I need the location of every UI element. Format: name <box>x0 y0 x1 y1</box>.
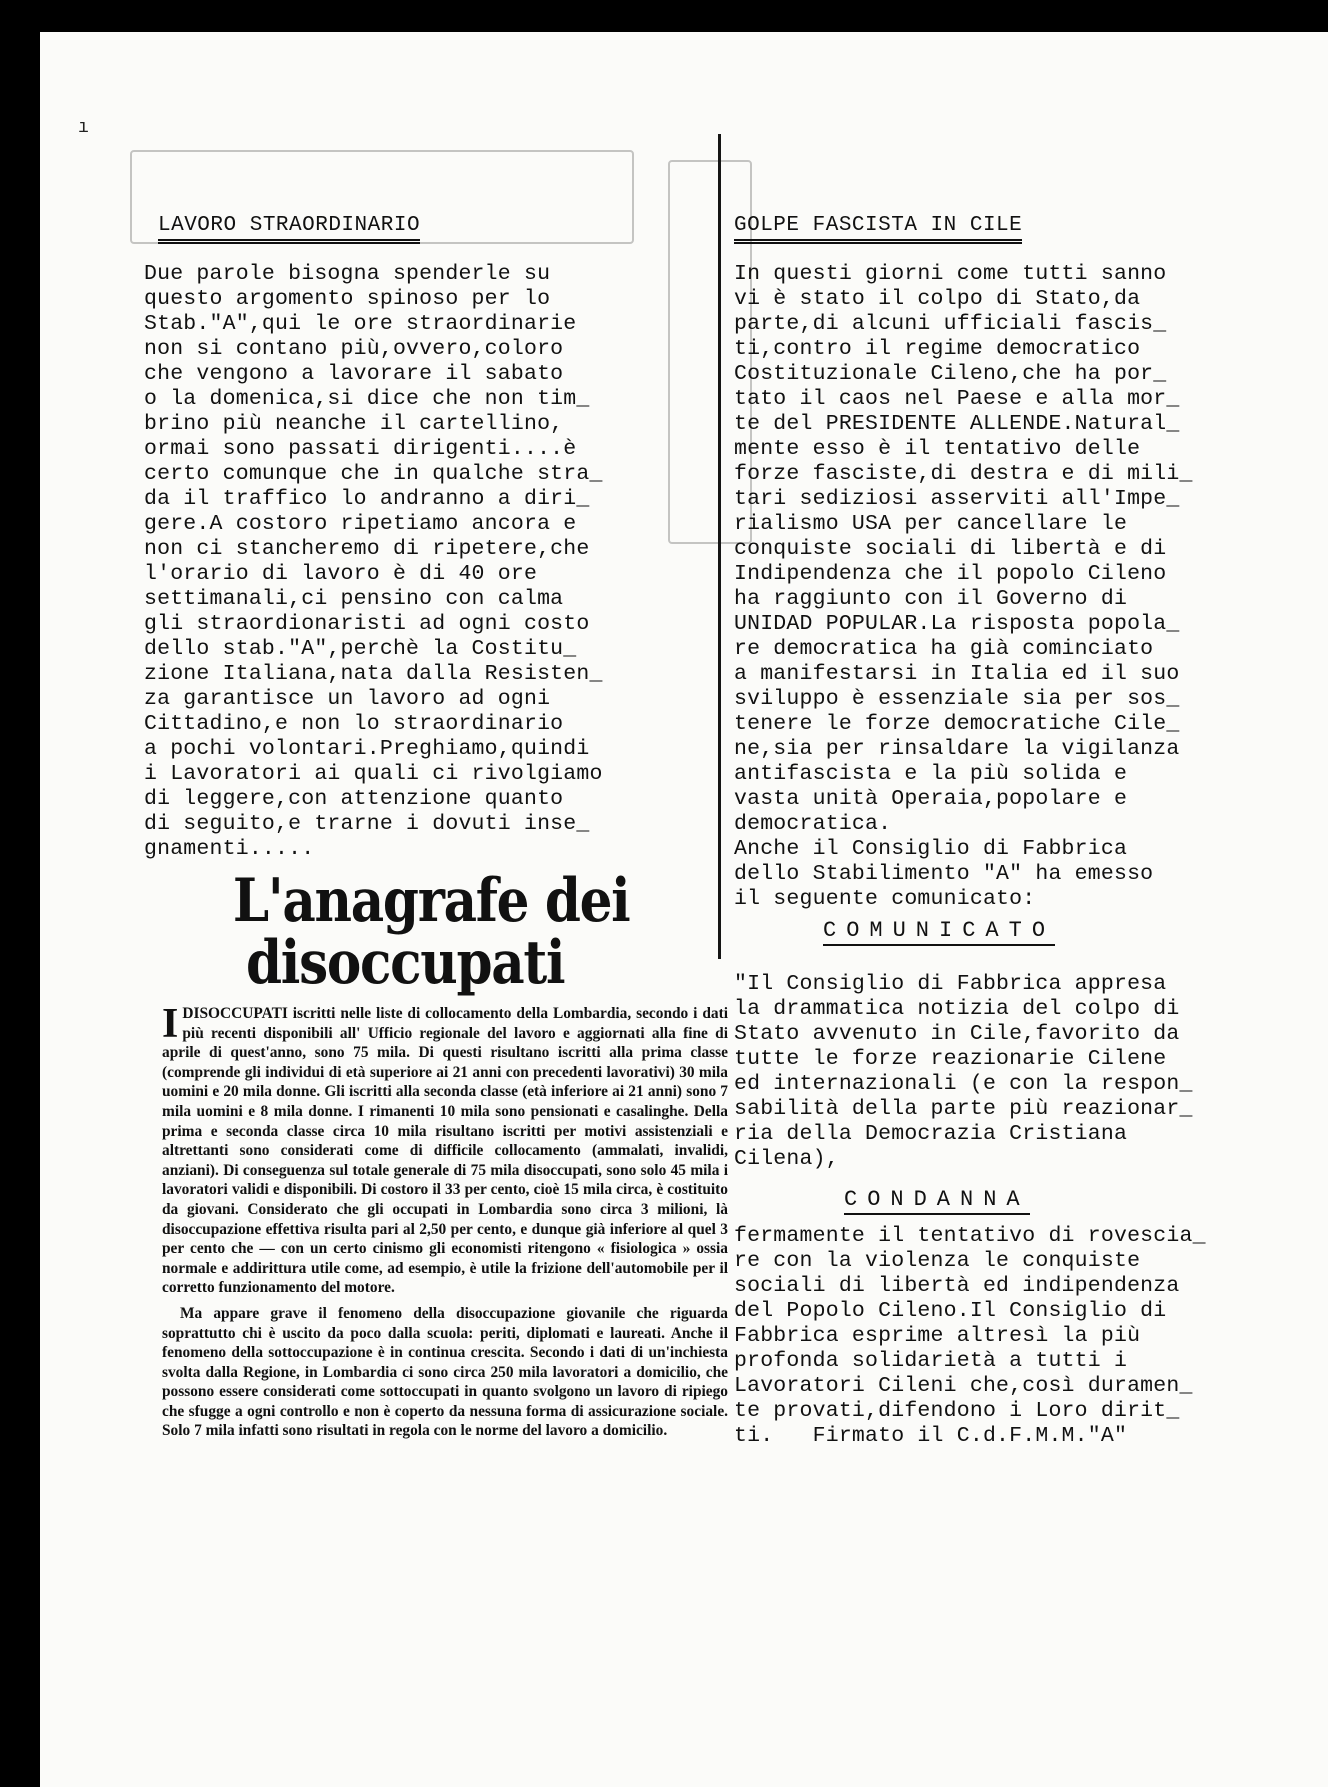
left-text-line: brino più neanche il cartellino, <box>144 412 564 436</box>
clipping-title-line1: L'anagrafe dei <box>232 866 630 936</box>
left-text-line: gnamenti..... <box>144 837 315 861</box>
right-text-line: conquiste sociali di libertà e di <box>734 537 1167 561</box>
left-text-line: di leggere,con attenzione quanto <box>144 787 564 811</box>
left-heading: LAVORO STRAORDINARIO <box>158 214 420 244</box>
column-divider <box>718 134 721 959</box>
right-text-line: ha raggiunto con il Governo di <box>734 587 1128 611</box>
statement-text-line: "Il Consiglio di Fabbrica appresa <box>734 972 1167 996</box>
condanna-text-line: del Popolo Cileno.Il Consiglio di <box>734 1299 1167 1323</box>
right-text-line: a manifestarsi in Italia ed il suo <box>734 662 1180 686</box>
right-text-line: mente esso è il tentativo delle <box>734 437 1141 461</box>
margin-mark: ı <box>78 118 89 138</box>
statement-text-line: Cilena), <box>734 1147 839 1171</box>
right-text-line: forze fasciste,di destra e di mili_ <box>734 462 1193 486</box>
left-text-line: non si contano più,ovvero,coloro <box>144 337 564 361</box>
right-text-line: In questi giorni come tutti sanno <box>734 262 1167 286</box>
condanna-text-line: fermamente il tentativo di rovescia_ <box>734 1224 1206 1248</box>
left-text-line: dello stab."A",perchè la Costitu_ <box>144 637 577 661</box>
right-text-line: re democratica ha già cominciato <box>734 637 1154 661</box>
left-text-line: certo comunque che in qualche stra_ <box>144 462 603 486</box>
statement-text-line: Stato avvenuto in Cile,favorito da <box>734 1022 1180 1046</box>
left-text-line: Due parole bisogna spenderle su <box>144 262 551 286</box>
right-text-line: vi è stato il colpo di Stato,da <box>734 287 1141 311</box>
right-text-line: Costituzionale Cileno,che ha por_ <box>734 362 1167 386</box>
right-heading: GOLPE FASCISTA IN CILE <box>734 214 1022 244</box>
clipping-paragraph-2: Ma appare grave il fenomeno della disoccupazione giovanile che riguarda soprattutto chi è uscito da poco dalla scuola: periti, diplomati e laureati. Anche il fenomeno della sottoccupazione è in continua crescita. Secondo i dati di un'inchiesta svolta dalla Regione, in Lombardia ci sono circa 250 mila lavoratori a domicilio, che possono essere considerati come sottoccupati in quanto svolgono un lavoro di ripiego che sfugge a ogni controllo e non è coperto da nessuna forma di assicurazione sociale. Solo 7 mila infatti sono risultati in regola con le norme del lavoro a domicilio. <box>162 1304 728 1440</box>
left-text-line: l'orario di lavoro è di 40 ore <box>144 562 538 586</box>
left-text-line: che vengono a lavorare il sabato <box>144 362 564 386</box>
condanna-text-line: profonda solidarietà a tutti i <box>734 1349 1128 1373</box>
right-text-line: Anche il Consiglio di Fabbrica <box>734 837 1128 861</box>
right-text-line: tato il caos nel Paese e alla mor_ <box>734 387 1180 411</box>
condanna-body <box>734 1224 1206 1449</box>
right-text-line: democratica. <box>734 812 892 836</box>
statement-text-line: ria della Democrazia Cristiana <box>734 1122 1128 1146</box>
left-text-line: di seguito,e trarne i dovuti inse_ <box>144 812 590 836</box>
condanna-text-line: re con la violenza le conquiste <box>734 1249 1141 1273</box>
condanna-label: CONDANNA <box>844 1188 1030 1215</box>
dropcap: I <box>162 1001 179 1047</box>
right-text-line: tenere le forze democratiche Cile_ <box>734 712 1180 736</box>
right-article-body <box>734 262 1193 912</box>
left-text-line: settimanali,ci pensino con calma <box>144 587 564 611</box>
right-text-line: il seguente comunicato: <box>734 887 1036 911</box>
left-text-line: questo argomento spinoso per lo <box>144 287 551 311</box>
right-text-line: te del PRESIDENTE ALLENDE.Natural_ <box>734 412 1180 436</box>
right-text-line: dello Stabilimento "A" ha emesso <box>734 862 1154 886</box>
statement-body <box>734 972 1193 1172</box>
right-text-line: parte,di alcuni ufficiali fascis_ <box>734 312 1167 336</box>
left-text-line: ormai sono passati dirigenti....è <box>144 437 577 461</box>
left-text-line: zione Italiana,nata dalla Resisten_ <box>144 662 603 686</box>
condanna-text-line: sociali di libertà ed indipendenza <box>734 1274 1180 1298</box>
left-text-line: za garantisce un lavoro ad ogni <box>144 687 551 711</box>
left-article-body <box>144 262 603 862</box>
right-text-line: ti,contro il regime democratico <box>734 337 1141 361</box>
statement-text-line: sabilità della parte più reazionar_ <box>734 1097 1193 1121</box>
condanna-text-line: Lavoratori Cileni che,così duramen_ <box>734 1374 1193 1398</box>
right-text-line: tari sediziosi asserviti all'Impe_ <box>734 487 1180 511</box>
left-text-line: o la domenica,si dice che non tim_ <box>144 387 590 411</box>
right-text-line: UNIDAD POPULAR.La risposta popola_ <box>734 612 1180 636</box>
left-text-line: a pochi volontari.Preghiamo,quindi <box>144 737 590 761</box>
condanna-text-line: Fabbrica esprime altresì la più <box>734 1324 1141 1348</box>
left-text-line: gere.A costoro ripetiamo ancora e <box>144 512 577 536</box>
left-text-line: non ci stancheremo di ripetere,che <box>144 537 590 561</box>
statement-text-line: la drammatica notizia del colpo di <box>734 997 1180 1021</box>
comunicato-label: COMUNICATO <box>823 919 1055 946</box>
statement-text-line: ed internazionali (e con la respon_ <box>734 1072 1193 1096</box>
condanna-text-line: ti. Firmato il C.d.F.M.M."A" <box>734 1424 1128 1448</box>
right-text-line: rialismo USA per cancellare le <box>734 512 1128 536</box>
right-text-line: Indipendenza che il popolo Cileno <box>734 562 1167 586</box>
condanna-text-line: te provati,difendono i Loro dirit_ <box>734 1399 1180 1423</box>
left-text-line: Cittadino,e non lo straordinario <box>144 712 564 736</box>
right-text-line: ne,sia per rinsaldare la vigilanza <box>734 737 1180 761</box>
left-text-line: Stab."A",qui le ore straordinarie <box>144 312 577 336</box>
right-text-line: antifascista e la più solida e <box>734 762 1128 786</box>
clipping-title-line2: disoccupati <box>246 928 565 998</box>
statement-text-line: tutte le forze reazionarie Cilene <box>734 1047 1167 1071</box>
clipping-body <box>162 1001 728 1441</box>
left-text-line: gli straordionaristi ad ogni costo <box>144 612 590 636</box>
left-text-line: da il traffico lo andranno a diri_ <box>144 487 590 511</box>
right-text-line: vasta unità Operaia,popolare e <box>734 787 1128 811</box>
right-text-line: sviluppo è essenziale sia per sos_ <box>734 687 1180 711</box>
clipping-paragraph-1: DISOCCUPATI iscritti nelle liste di collocamento della Lombardia, secondo i dati più recenti disponibili all' Ufficio regionale del lavoro e aggiornati alla fine di aprile di quest'anno, sono 75 mila. Di questi risultano iscritti alla prima classe (comprende gli individui di età superiore ai 21 anni con precedenti lavorativi) 30 mila uomini e 20 mila donne. Gli iscritti alla seconda classe (età inferiore ai 21 anni) sono 7 mila uomini e 8 mila donne. I rimanenti 10 mila sono pensionati e casalinghe. Della prima e seconda classe circa 10 mila risultano iscritti per motivi assistenziali e altrettanti sono considerati come di difficile collocamento (ammalati, invalidi, anziani). Di conseguenza sul totale generale di 75 mila disoccupati, sono solo 45 mila i lavoratori validi e disponibili. Di costoro il 33 per cento, cioè 15 mila circa, è costituito da giovani. Considerato che gli occupati in Lombardia sono circa 3 milioni, là disoccupazione effettiva risulta pari al 2,50 per cento, e dunque già inferiore al quel 3 per cento che — con un certo cinismo gli economisti ritengono « fisiologica » ossia normale e addirittura utile come, ad esempio, è utile la frizione dell'automobile per il corretto funzionamento del motore. <box>162 1005 728 1297</box>
left-text-line: i Lavoratori ai quali ci rivolgiamo <box>144 762 603 786</box>
